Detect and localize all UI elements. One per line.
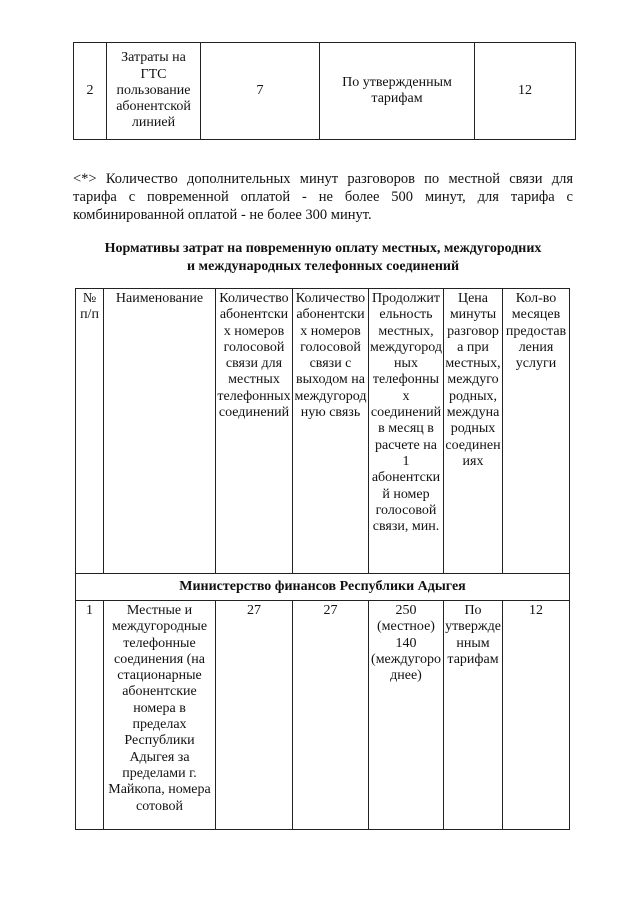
row-count: 7 — [201, 43, 320, 140]
group-row — [76, 574, 570, 601]
main-table — [75, 288, 570, 830]
header-price: Цена минуты разговора при местных, междугородных, международных соединениях — [444, 289, 503, 574]
header-duration: Продолжительность местных, междугородных телефонных соединений в месяц в расчете на 1 абонентский номер голосовой связи, мин. — [369, 289, 444, 574]
row-months: 12 — [475, 43, 576, 140]
header-number: № п/п — [76, 289, 104, 574]
section-title-line2: и международных телефонных соединений — [186, 259, 460, 274]
top-table — [73, 42, 576, 140]
row-name: Затраты на ГТС пользование абонентской линией — [107, 43, 201, 140]
row-price: По утвержденным тарифам — [320, 43, 475, 140]
section-title — [73, 240, 573, 276]
header-intercity-count: Количество абонентских номеров голосовой связи с выходом на междугородную связь — [293, 289, 369, 574]
header-local-count: Количество абонентских номеров голосовой связи для местных телефонных соединений — [216, 289, 293, 574]
row-name: Местные и междугородные телефонные соединения (на стационарные абонентские номера в пределах Республики Адыгея за пределами г. Майкопа, номера сотовой — [104, 601, 216, 830]
row-duration: 250 (местное) 140 (междугороднее) — [369, 601, 444, 830]
row-number: 1 — [76, 601, 104, 830]
row-intercity-count: 27 — [293, 601, 369, 830]
header-row — [76, 289, 570, 574]
header-name: Наименование — [104, 289, 216, 574]
section-title-line1: Нормативы затрат на повременную оплату местных, междугородних — [104, 241, 542, 256]
row-months: 12 — [503, 601, 570, 830]
table-row — [76, 601, 570, 830]
footnote: <*> Количество дополнительных минут разговоров по местной связи для тарифа с повременной оплатой - не более 500 минут, для тарифа с комбинированной оплатой - не более 300 минут. — [73, 171, 573, 223]
table-row — [74, 43, 576, 140]
group-title: Министерство финансов Республики Адыгея — [76, 574, 570, 601]
header-months: Кол-во месяцев предоставления услуги — [503, 289, 570, 574]
row-price: По утвержденным тарифам — [444, 601, 503, 830]
row-number: 2 — [74, 43, 107, 140]
row-local-count: 27 — [216, 601, 293, 830]
